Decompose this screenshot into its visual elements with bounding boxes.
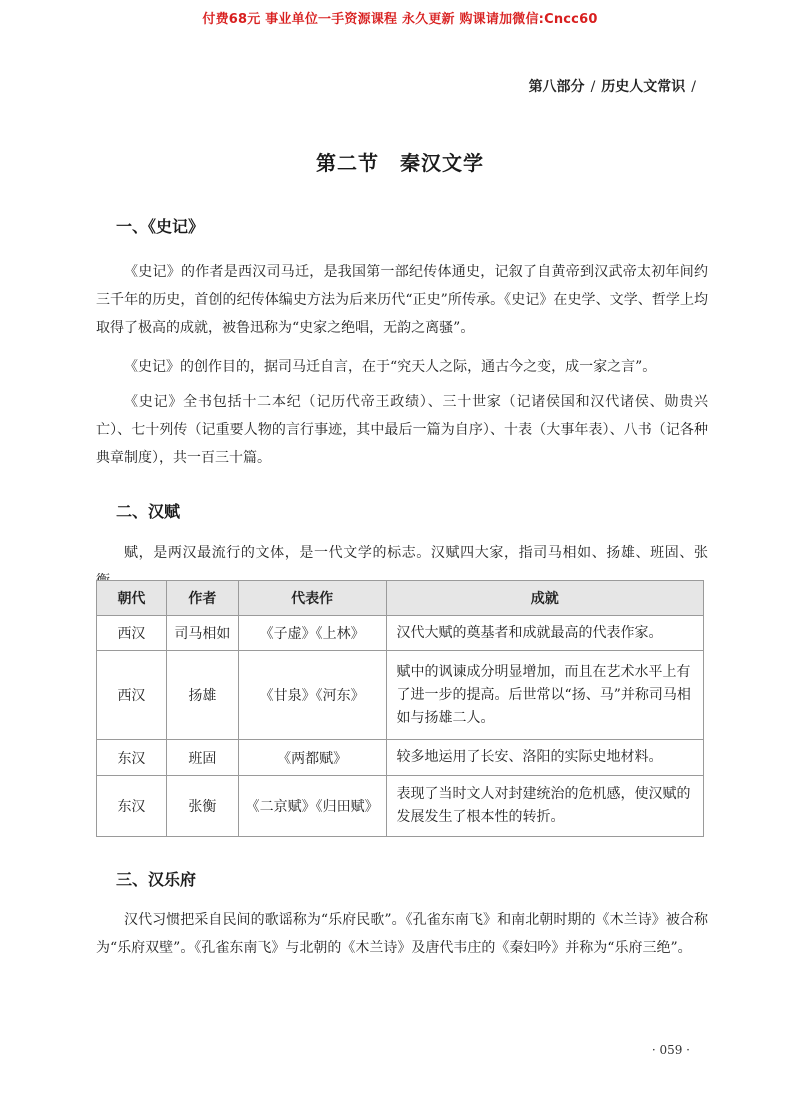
- cell-author: 扬雄: [166, 651, 238, 740]
- page-number: · 059 ·: [651, 1043, 690, 1057]
- cell-works: 《子虚》《上林》: [238, 616, 386, 651]
- paragraph-shiji-purpose: 《史记》的创作目的，据司马迁自言，在于“究天人之际，通古今之变，成一家之言”。: [124, 359, 657, 375]
- running-head-part: 第八部分: [528, 79, 585, 95]
- table-row: [97, 651, 704, 740]
- section-title: 第二节 秦汉文学: [316, 151, 484, 175]
- col-header-works: 代表作: [238, 581, 386, 616]
- paragraph-yuefu: 汉代习惯把采自民间的歌谣称为“乐府民歌”。《孔雀东南飞》和南北朝时期的《木兰诗》被合称为“乐府双壁”。《孔雀东南飞》与北朝的《木兰诗》及唐代韦庄的《秦妇吟》并称为“乐府三绝”。: [96, 912, 708, 956]
- cell-achievement: 较多地运用了长安、洛阳的实际史地材料。: [386, 740, 703, 776]
- col-header-author: 作者: [166, 581, 238, 616]
- cell-dynasty: 东汉: [97, 740, 167, 776]
- cell-achievement: 表现了当时文人对封建统治的危机感，使汉赋的发展发生了根本性的转折。: [386, 776, 703, 837]
- cell-achievement: 汉代大赋的奠基者和成就最高的代表作家。: [386, 616, 703, 651]
- cell-author: 班固: [166, 740, 238, 776]
- cell-achievement: 赋中的讽谏成分明显增加，而且在艺术水平上有了进一步的提高。后世常以“扬、马”并称司马相如与扬雄二人。: [386, 651, 703, 740]
- hanfu-table: [96, 580, 704, 837]
- col-header-dynasty: 朝代: [97, 581, 167, 616]
- cell-author: 司马相如: [166, 616, 238, 651]
- cell-works: 《二京赋》《归田赋》: [238, 776, 386, 837]
- running-head-topic: 历史人文常识: [601, 79, 686, 95]
- paragraph-hanfu: 赋，是两汉最流行的文体，是一代文学的标志。汉赋四大家，指司马相如、扬雄、班固、张: [124, 545, 708, 561]
- heading-yuefu: 三、汉乐府: [116, 870, 197, 889]
- cell-dynasty: 西汉: [97, 616, 167, 651]
- heading-shiji: 一、《史记》: [116, 217, 205, 236]
- heading-hanfu: 二、汉赋: [116, 502, 181, 521]
- table-row: [97, 740, 704, 776]
- running-head-separator: /: [590, 79, 596, 95]
- cell-works: 《甘泉》《河东》: [238, 651, 386, 740]
- table-row: [97, 616, 704, 651]
- cell-dynasty: 西汉: [97, 651, 167, 740]
- paragraph-shiji-structure: 《史记》全书包括十二本纪（记历代帝王政绩）、三十世家（记诸侯国和汉代诸侯、勋贵兴亡）、七十列传（记重要人物的言行事迹，其中最后一篇为自序）、十表（大事年表）、八书（记各种典章制度），共一百三十篇。: [96, 394, 708, 466]
- cell-works: 《两都赋》: [238, 740, 386, 776]
- promo-banner: 付费68元 事业单位一手资源课程 永久更新 购课请加微信:Cncc60: [202, 12, 598, 27]
- cell-author: 张衡: [166, 776, 238, 837]
- table-row: [97, 776, 704, 837]
- table-header-row: [97, 581, 704, 616]
- paragraph-shiji-intro: 《史记》的作者是西汉司马迁，是我国第一部纪传体通史，记叙了自黄帝到汉武帝太初年间约三千年的历史，首创的纪传体编史方法为后来历代“正史”所传承。《史记》在史学、文学、哲学上均取得了极高的成就，被鲁迅称为“史家之绝唱，无韵之离骚”。: [96, 264, 708, 336]
- running-head-separator: /: [691, 79, 696, 95]
- running-head: [529, 76, 702, 96]
- cell-dynasty: 东汉: [97, 776, 167, 837]
- col-header-achievement: 成就: [386, 581, 703, 616]
